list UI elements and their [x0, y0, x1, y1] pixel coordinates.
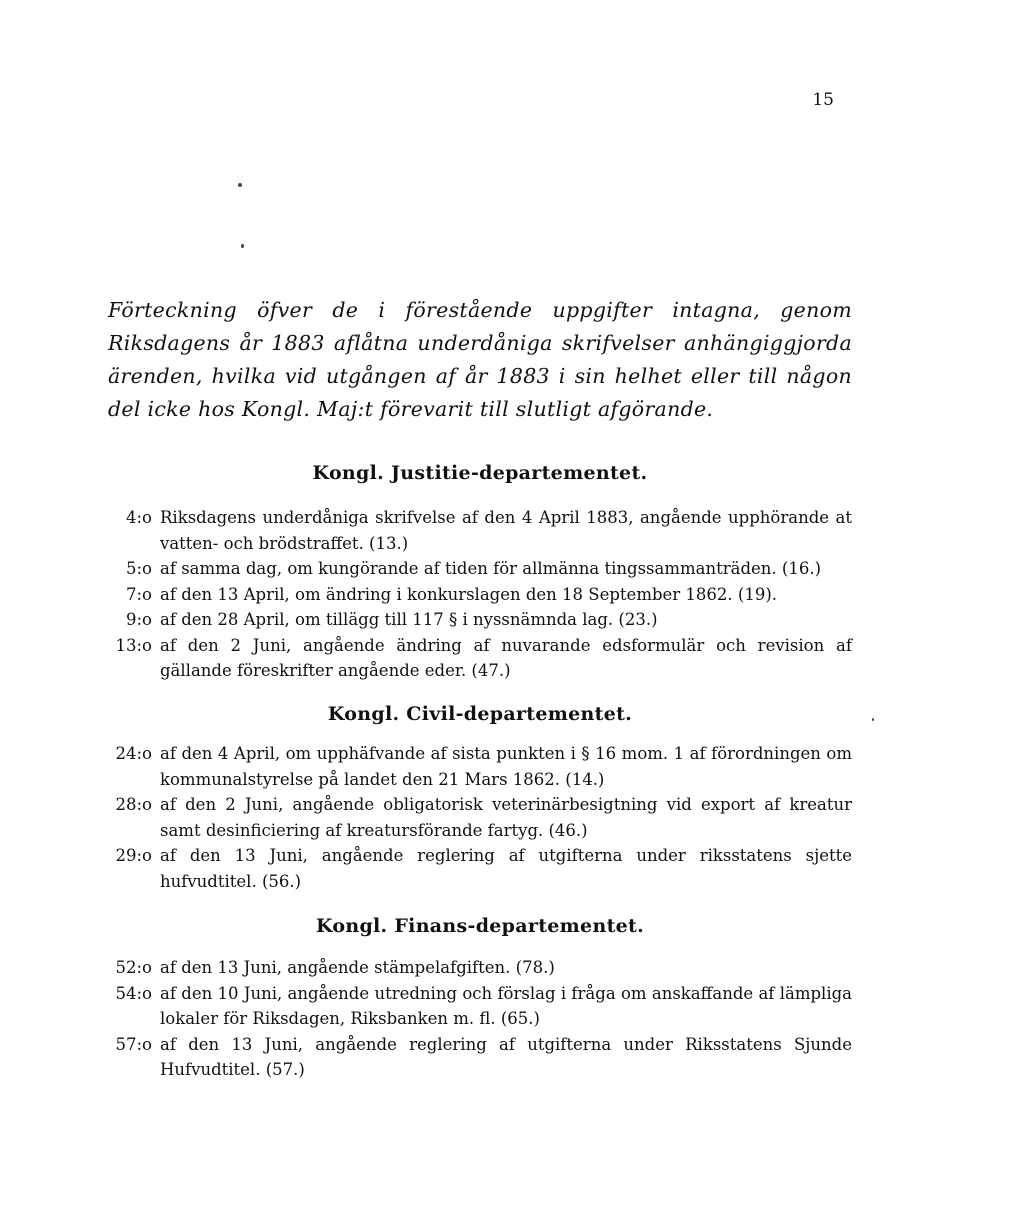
entry-text: Riksdagens underdåniga skrifvelse af den 4 April 1883, angående upphörande at vatten- och brödstraffet. (13.) — [160, 508, 852, 553]
entry-text: af den 13 Juni, angående reglering af utgifterna under riksstatens sjette hufvudtitel. (56.) — [160, 846, 852, 891]
entry-number: 13:o — [115, 635, 152, 655]
entry-number: 29:o — [115, 846, 152, 865]
entry-text: af den 13 Juni, angående reglering af utgifterna under Riksstatens Sjunde Hufvudtitel. (57.) — [160, 1034, 852, 1079]
entry-text: af den 13 April, om ändring i konkurslagen den 18 September 1862. (19). — [160, 584, 778, 604]
entry-text: af den 4 April, om upphäfvande af sista punkten i § 16 mom. 1 af förordningen om kommunalstyrelse på landet den 21 Mars 1862. (14.) — [160, 744, 852, 789]
entry-number: 54:o — [115, 983, 152, 1003]
scan-speck — [238, 183, 242, 187]
entry-text: af den 10 Juni, angående utredning och förslag i fråga om anskaffande af lämpliga lokaler för Riksdagen, Riksbanken m. fl. (65.) — [160, 983, 852, 1028]
entry-list-finans — [100, 955, 852, 1083]
list-item — [100, 633, 852, 684]
entry-number: 24:o — [115, 744, 152, 763]
list-item — [100, 556, 852, 582]
entry-text: af samma dag, om kungörande af tiden för allmänna tingssammanträden. (16.) — [160, 559, 822, 578]
list-item — [100, 505, 852, 556]
list-item — [100, 955, 852, 981]
entry-text: af den 2 Juni, angående ändring af nuvarande edsformulär och revision af gällande föreskrifter angående eder. (47.) — [160, 635, 852, 680]
entry-text: af den 13 Juni, angående stämpelafgiften. (78.) — [160, 958, 555, 977]
section-title-finans: Kongl. Finans-departementet. — [315, 915, 645, 937]
entry-text: af den 28 April, om tillägg till 117 § i nyssnämnda lag. (23.) — [160, 610, 658, 629]
entry-list-justitie — [100, 505, 852, 684]
entry-number: 28:o — [115, 795, 152, 814]
list-item — [100, 741, 852, 792]
list-item — [100, 792, 852, 843]
list-item — [100, 843, 852, 894]
section-title-justitie: Kongl. Justitie-departementet. — [312, 462, 648, 484]
entry-text: af den 2 Juni, angående obligatorisk veterinärbesigtning vid export af kreatur samt desinficiering af kreatursförande fartyg. (46.) — [160, 795, 852, 840]
page-number: 15 — [812, 90, 834, 110]
entry-list-civil — [100, 741, 852, 894]
section-title-civil: Kongl. Civil-departementet. — [327, 703, 633, 725]
entry-number: 9:o — [126, 610, 152, 629]
entry-number: 5:o — [126, 559, 152, 578]
entry-number: 7:o — [126, 584, 152, 604]
list-item — [100, 582, 852, 608]
entry-number: 4:o — [126, 508, 152, 527]
intro-paragraph: Förteckning öfver de i förestående uppgifter intagna, genom Riksdagens år 1883 aflåtna underdåniga skrifvelser anhängiggjorda ärenden, hvilka vid utgången af år 1883 i sin helhet eller till någon del icke hos Kongl. Maj:t förevarit till slutligt afgörande. — [108, 298, 852, 421]
list-item — [100, 981, 852, 1032]
scan-speck — [241, 244, 244, 248]
entry-number: 57:o — [115, 1034, 152, 1054]
scan-speck — [872, 718, 874, 721]
entry-number: 52:o — [115, 958, 152, 977]
list-item — [100, 607, 852, 633]
list-item — [100, 1032, 852, 1083]
